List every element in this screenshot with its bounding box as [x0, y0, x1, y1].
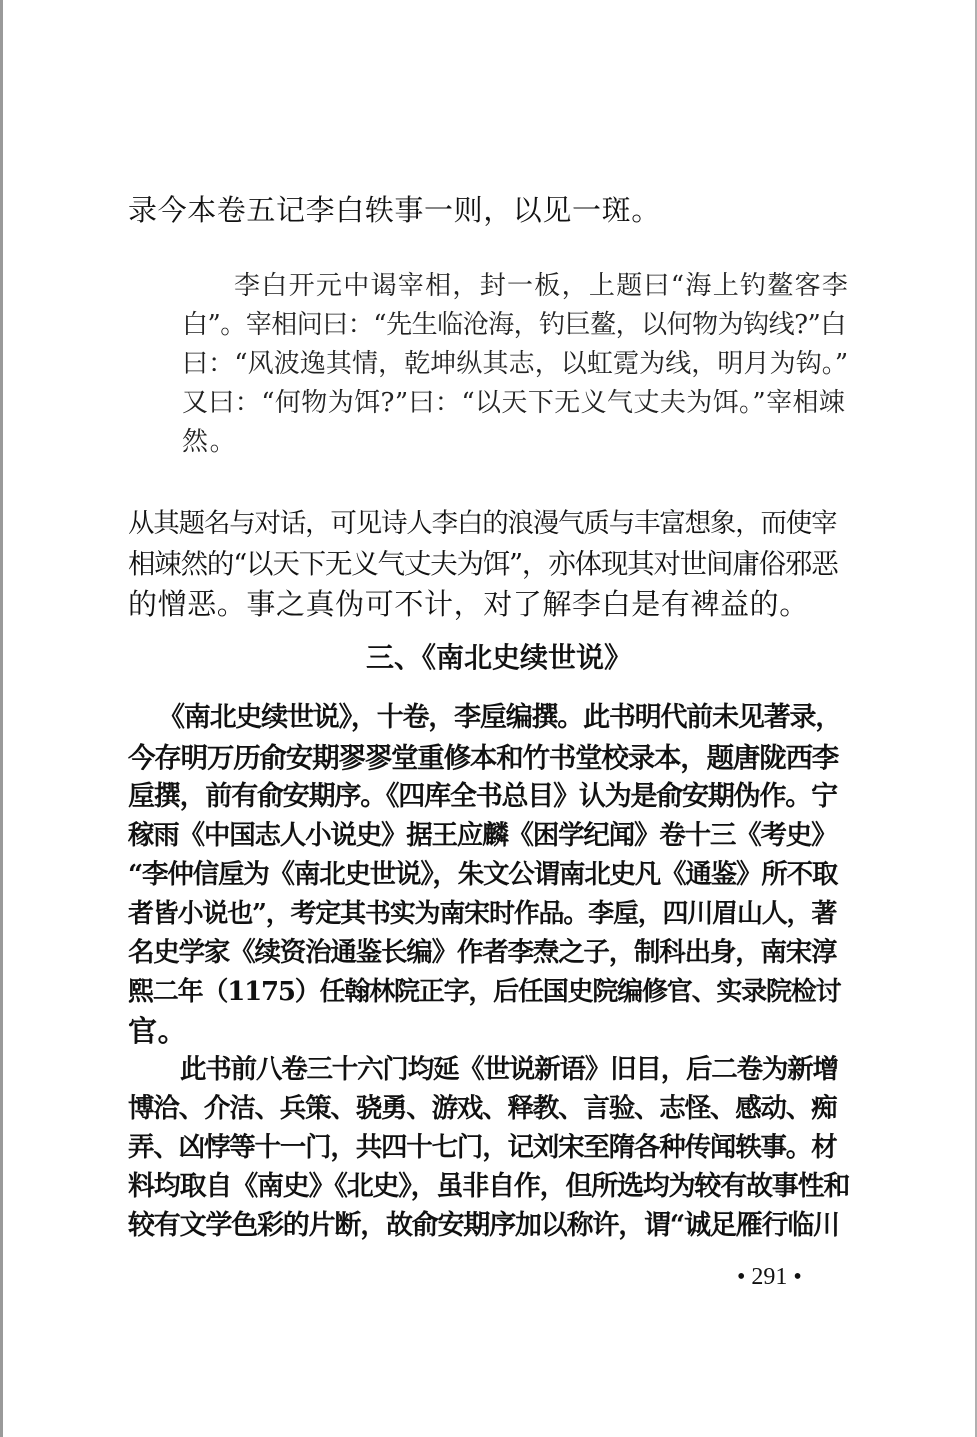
paragraph-line: 料均取自《南史》《北史》，虽非自作，但所选均为较有故事性和: [128, 1171, 850, 1202]
paragraph-line: “李仲信垕为《南北史世说》，朱文公谓南北史凡《通鉴》所不取: [128, 859, 838, 890]
paragraph-line: 博洽、介洁、兵策、骁勇、游戏、释教、言验、志怪、感动、痴: [128, 1093, 837, 1124]
paragraph-line: 今存明万历俞安期翏翏堂重修本和竹书堂校录本，题唐陇西李: [128, 742, 839, 774]
paragraph-line: 熙二年（1175）任翰林院正字，后任国史院编修官、实录院检讨: [128, 977, 841, 1007]
paragraph-line: 弄、凶悖等十一门，共四十七门，记刘宋至隋各种传闻轶事。材: [128, 1132, 837, 1163]
quote-line: 然。: [182, 427, 238, 457]
intro-line: 录今本卷五记李白轶事一则，以见一斑。: [128, 193, 661, 227]
paragraph-line: 名史学家《续资治通鉴长编》作者李焘之子，制科出身，南宋淳: [128, 937, 837, 968]
paragraph-line: 官。: [128, 1014, 188, 1048]
paragraph-line: 较有文学色彩的片断，故俞安期序加以称许，谓“诚足雁行临川: [128, 1210, 839, 1241]
section-heading: 三、《南北史续世说》: [366, 641, 633, 674]
paragraph-line: 稼雨《中国志人小说史》据王应麟《困学纪闻》卷十三《考史》: [128, 820, 837, 851]
quote-line: 李白开元中谒宰相，封一板，上题曰“海上钓鳌客李: [234, 271, 850, 301]
paragraph-line: 《南北史续世说》，十卷，李垕编撰。此书明代前未见著录，: [158, 702, 842, 733]
commentary-line: 的憎恶。事之真伪可不计，对了解李白是有裨益的。: [128, 587, 809, 621]
quote-line: 又曰：“何物为饵?”曰：“以天下无义气丈夫为饵。”宰相竦: [182, 388, 846, 418]
paragraph-line: 者皆小说也”，考定其书实为南宋时作品。李垕，四川眉山人，著: [128, 899, 837, 929]
paragraph-line: 此书前八卷三十六门均延《世说新语》旧目，后二卷为新增: [180, 1054, 838, 1085]
quote-line: 曰：“风波逸其情，乾坤纵其志，以虹霓为线，明月为钩。”: [182, 349, 849, 379]
paragraph-line: 垕撰，前有俞安期序。《四库全书总目》认为是俞安期伪作。宁: [128, 781, 837, 812]
page-edge-left: [0, 0, 3, 1437]
commentary-line: 相竦然的“以天下无义气丈夫为饵”，亦体现其对世间庸俗邪恶: [128, 548, 838, 580]
quote-line: 白”。宰相问曰：“先生临沧海，钓巨鳌，以何物为钩线?”白: [182, 310, 846, 340]
page-number: • 291 •: [737, 1264, 802, 1290]
commentary-line: 从其题名与对话，可见诗人李白的浪漫气质与丰富想象，而使宰: [128, 508, 837, 539]
